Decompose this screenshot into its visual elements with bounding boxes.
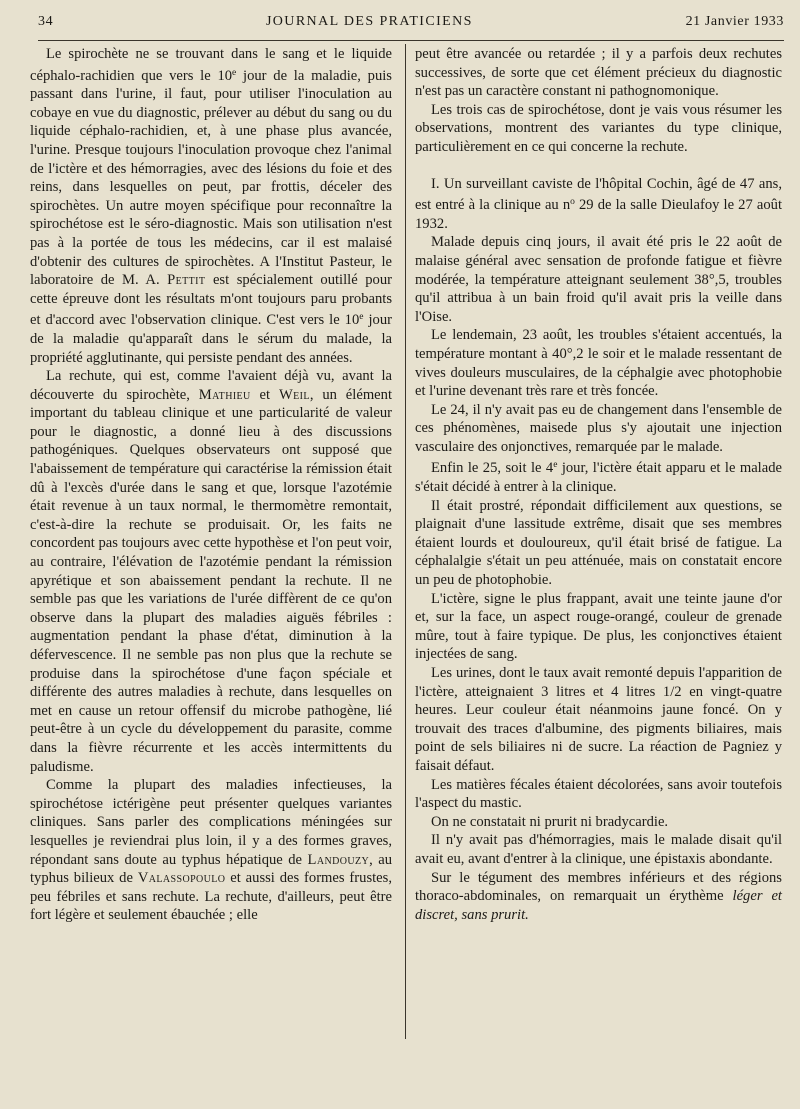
left-column [30,45,392,925]
paragraph: La rechute, qui est, comme l'avaient déjà vu, avant la découverte du spirochète, Mathieu et Weil, un élément important du tableau clinique et une particularité de valeur pour le diagnostic, a donné lieu à des discussions pathogéniques. Quelques observateurs ont supposé que l'abaissement de température qui caractérise la rémission était dû à l'excès d'urée dans le sang et que, lorsque l'azotémie était revenue à un taux normal, le thermomètre remontait, c'est-à-dire la rechute se produisait. Or, les faits ne concordent pas toujours avec cette hypothèse et l'on peut voir, au contraire, l'élévation de l'azotémie pendant la rémission apyrétique et son abaissement pendant la rechute. Il ne semble pas que les variations de l'urée diffèrent de ce qu'on observe dans la plupart des maladies aiguës fébriles : augmentation pendant la phase d'état, diminution à la défervescence. Il ne semble pas non plus que la rechute se produise dans la spirochétose d'une façon spéciale et différente des autres maladies à rechute, dans lesquelles on met en cause un retour offensif du microbe pathogène, lié peut-être à un cycle du développement du parasite, comme dans la fièvre récurrente et les accès intermittents du paludisme. [30,368,392,775]
paragraph: Il n'y avait pas d'hémorragies, mais le malade disait qu'il avait eu, avant d'entrer à la clinique, une épistaxis abondante. [415,832,782,867]
paragraph: Comme la plupart des maladies infectieuses, la spirochétose ictérigène peut présenter quelques variantes cliniques. Sans parler des complications méningées sur lesquelles je reviendrai plus loin, il y a des formes graves, répondant sans doute au typhus hépatique de Landouzy, au typhus bilieux de Valassopoulo et aussi des formes frustes, peu fébriles et sans rechute. La rechute, d'ailleurs, peut être fort légère et seulement ébauchée ; elle [30,777,392,924]
journal-title: JOURNAL DES PRATICIENS [265,14,473,29]
page-number: 34 [38,14,54,29]
paragraph: Le 24, il n'y avait pas eu de changement dans l'ensemble de ces phénomènes, maisede plus s'y ajoutait une injection vasculaire des onjonctives, remarquée par le malade. [415,401,782,455]
author-name: Pettit [167,272,206,289]
author-name: Mathieu [198,386,251,403]
issue-date: 21 Janvier 1933 [685,14,784,29]
paragraph: Les urines, dont le taux avait remonté depuis l'apparition de l'ictère, atteignaient 3 litres et 4 litres 1/2 en vingt-quatre heures. Leur couleur était néanmoins jaune foncé. On y trouvait des traces d'albumine, des pigments biliaires, mais point de sels biliaires ni de sucre. La réaction de Pagniez y faisait défaut. [415,665,782,774]
paragraph: Le lendemain, 23 août, les troubles s'étaient accentués, la température montant à 40°,2 le soir et le malade ressentant de vives douleurs musculaires, de la céphalgie avec photophobie et l'urine devenant très rare et très foncée. [415,327,782,400]
running-header [38,14,784,41]
paragraph: Il était prostré, répondait difficilement aux questions, se plaignait d'une lassitude extrême, disait que ses membres étaient lourds et douloureux, qu'il était brisé de fatigue. La céphalalgie s'était un peu atténuée, mais on constatait encore un peu de photophobie. [415,497,782,589]
right-column [415,45,782,924]
column-divider [405,44,406,1039]
paragraph-continuation: peut être avancée ou retardée ; il y a parfois deux rechutes successives, de sorte que cet élément précieux du diagnostic n'est pas un caractère constant ni pathognomonique. [415,46,782,100]
paragraph: Malade depuis cinq jours, il avait été pris le 22 août de malaise général avec sensation de profonde fatigue et fièvre modérée, la température atteignant seulement 38°,5, troubles qu'il attribua à un bain froid qu'il avait pris la veille dans l'Oise. [415,234,782,325]
case-heading-paragraph: I. Un surveillant caviste de l'hôpital Cochin, âgé de 47 ans, est entré à la clinique au $n^o$ 29 de la salle Dieulafoy le 27 août 1932. [415,175,782,232]
author-name: Weil [278,386,310,403]
paragraph: L'ictère, signe le plus frappant, avait une teinte jaune d'or et, sur la face, un aspect rouge-orangé, couleur de grenade mûre, tout à faire typique. De plus, les conjonctives étaient injectées de sang. [415,590,782,663]
paragraph: Les trois cas de spirochétose, dont je vais vous résumer les observations, montrent des variantes du type clinique, particulièrement en ce qui concerne la rechute. [415,101,782,155]
paragraph: Les matières fécales étaient décolorées, sans avoir toutefois l'aspect du mastic. [415,776,782,812]
author-name: Valassopoulo [137,870,226,887]
paragraph: On ne constatait ni prurit ni bradycardie. [431,813,669,830]
paragraph: Enfin le 25, soit le 4e jour, l'ictère était apparu et le malade s'était décidé à entrer à la clinique. [415,460,782,496]
paragraph: Sur le tégument des membres inférieurs et des régions thoraco-abdominales, on remarquait un érythème léger et discret, sans prurit. [415,869,782,923]
author-name: Landouzy [307,851,370,868]
paragraph: Le spirochète ne se trouvant dans le sang et le liquide céphalo-rachidien que vers le 10e jour de la maladie, puis passant dans l'urine, il faut, pour utiliser l'inoculation au cobaye en vue du diagnostic, prélever au début du sang ou du liquide céphalo-rachidien, et, à une phase plus avancée, l'urine. Presque toujours l'inoculation provoque chez l'animal de l'ictère et des hémorragies, avec des lésions du foie et des reins, dans lesquelles on peut, par frottis, déceler des spirochètes. Un autre moyen spécifique pour reconnaître la spirochétose est le séro-diagnostic. Mais son utilisation n'est pas à la portée de tous les médecins, car il est malaisé d'obtenir des cultures de spirochètes. A l'Institut Pasteur, le laboratoire de M. A. Pettit est spécialement outillé pour cette épreuve dont les résultats m'ont toujours paru probants et d'accord avec l'observation clinique. C'est vers le 10e jour de la maladie qu'apparaît dans le sérum du malade, la propriété agglutinante, qui persiste pendant des années. [30,46,392,366]
